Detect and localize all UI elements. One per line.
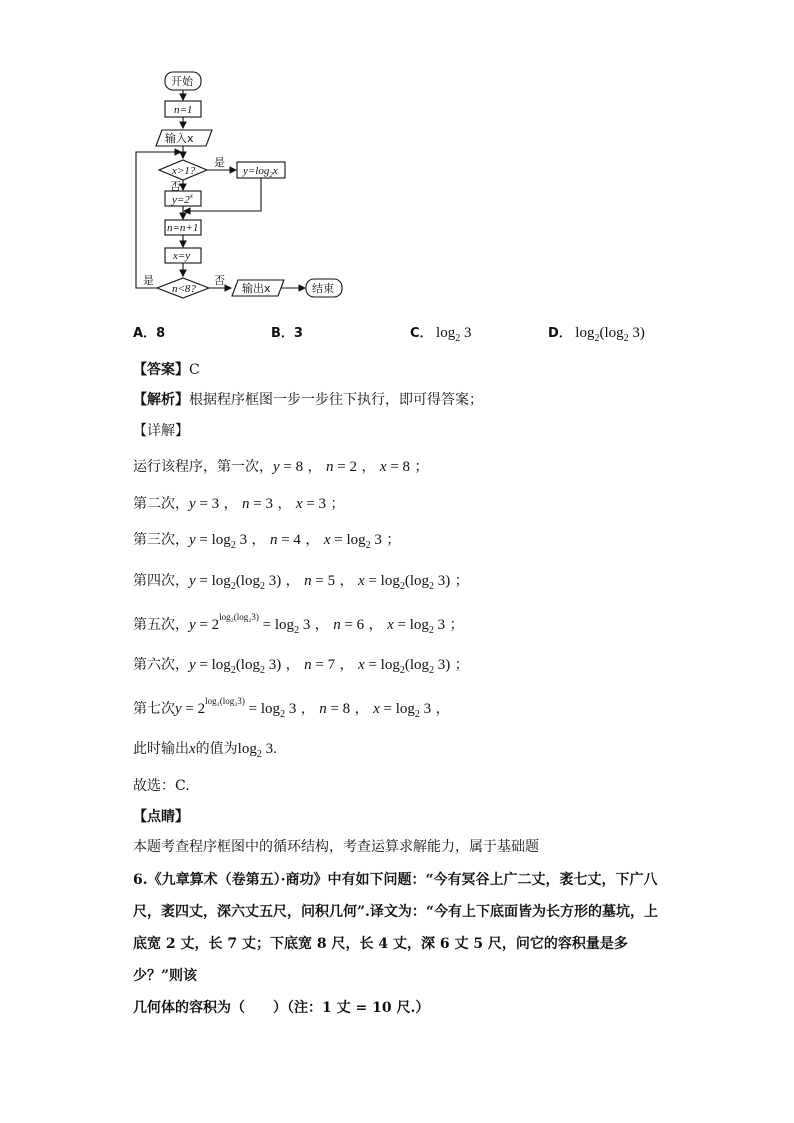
cond2-yes-label: 是 xyxy=(143,274,154,287)
option-c: C． $\log_2 3$ xyxy=(410,325,472,344)
analysis-line: 【解析】根据程序框图一步一步往下执行，即可得答案； xyxy=(133,392,483,408)
output-label: 输出x xyxy=(242,282,271,295)
start-label: 开始 xyxy=(171,75,193,88)
program-flowchart xyxy=(0,0,794,310)
choose-line: 故选：C. xyxy=(133,778,190,794)
assign-label: x=y xyxy=(173,250,191,262)
step-5: 第五次，$y = 2^{log_2(log_23)} = \log_2 3$ ， n = 6 ， $x = \log_2 3$ ； xyxy=(133,612,464,636)
question-6-line-1: 6.《九章算术（卷第五）·商功》中有如下问题：“今有冥谷上广二丈，袤七丈，下广八 xyxy=(133,872,658,888)
question-6-line-2: 尺，袤四丈，深六丈五尺，问积几何”.译文为：“今有上下底面皆为长方形的墓坑，上 xyxy=(133,904,658,920)
step-4: 第四次，$y = \log_2(\log_2$ 3) ， n = 5 ， $x = \log_2(\log_2$ 3) ； xyxy=(133,573,469,592)
step-6: 第六次，$y = \log_2(\log_2$ 3) ， n = 7 ， $x = \log_2(\log_2$ 3) ； xyxy=(133,657,469,676)
step-2: 第二次，y = 3 ， n = 3 ， x = 3 ； xyxy=(133,496,345,512)
detail-tag: 【详解】 xyxy=(133,423,189,439)
log-branch-label: $y=\log_2x$ xyxy=(243,165,278,179)
step-1: 运行该程序，第一次，y = 8 ， n = 2 ， x = 8 ； xyxy=(133,459,429,475)
answer-line: 【答案】C xyxy=(133,362,200,378)
question-6-line-4: 几何体的容积为（ ）（注：1 丈 = 10 尺.） xyxy=(133,1000,430,1016)
cond1-no-label: 否 xyxy=(170,180,181,193)
option-d: D． $\log_2(\log_2$ 3) xyxy=(548,325,645,344)
input-label: 输入x xyxy=(165,132,194,145)
init-label: n=1 xyxy=(174,104,193,116)
step-7: 第七次$y = 2^{log_2(log_23)} = \log_2 3$ ， n = 8 ， $x = \log_2 3$ ， xyxy=(133,696,450,720)
option-b: B．3 xyxy=(271,326,303,341)
cond2-no-label: 否 xyxy=(214,274,225,287)
increment-label: n=n+1 xyxy=(167,222,199,234)
cond1-yes-label: 是 xyxy=(214,156,225,169)
step-3: 第三次，$y = \log_2 3$ ， n = 4 ， $x = \log_2 3$ ； xyxy=(133,532,401,551)
cond2-label: n<8? xyxy=(172,283,196,295)
conclusion-line: 此时输出x的值为$\log_2 3$. xyxy=(133,741,277,760)
power-branch-label: $y=2^x$ xyxy=(172,192,193,206)
comment-tag: 【点睛】 xyxy=(133,809,189,825)
question-6-line-3: 底宽 2 丈，长 7 丈；下底宽 8 尺，长 4 丈，深 6 丈 5 尺，问它的容积量是多少？”则该 xyxy=(133,936,628,984)
end-label: 结束 xyxy=(312,282,334,295)
question-6 xyxy=(133,864,673,1024)
comment-text: 本题考查程序框图中的循环结构，考查运算求解能力，属于基础题 xyxy=(133,839,539,855)
option-a: A．8 xyxy=(133,326,166,341)
cond1-label: x>1? xyxy=(172,165,196,177)
